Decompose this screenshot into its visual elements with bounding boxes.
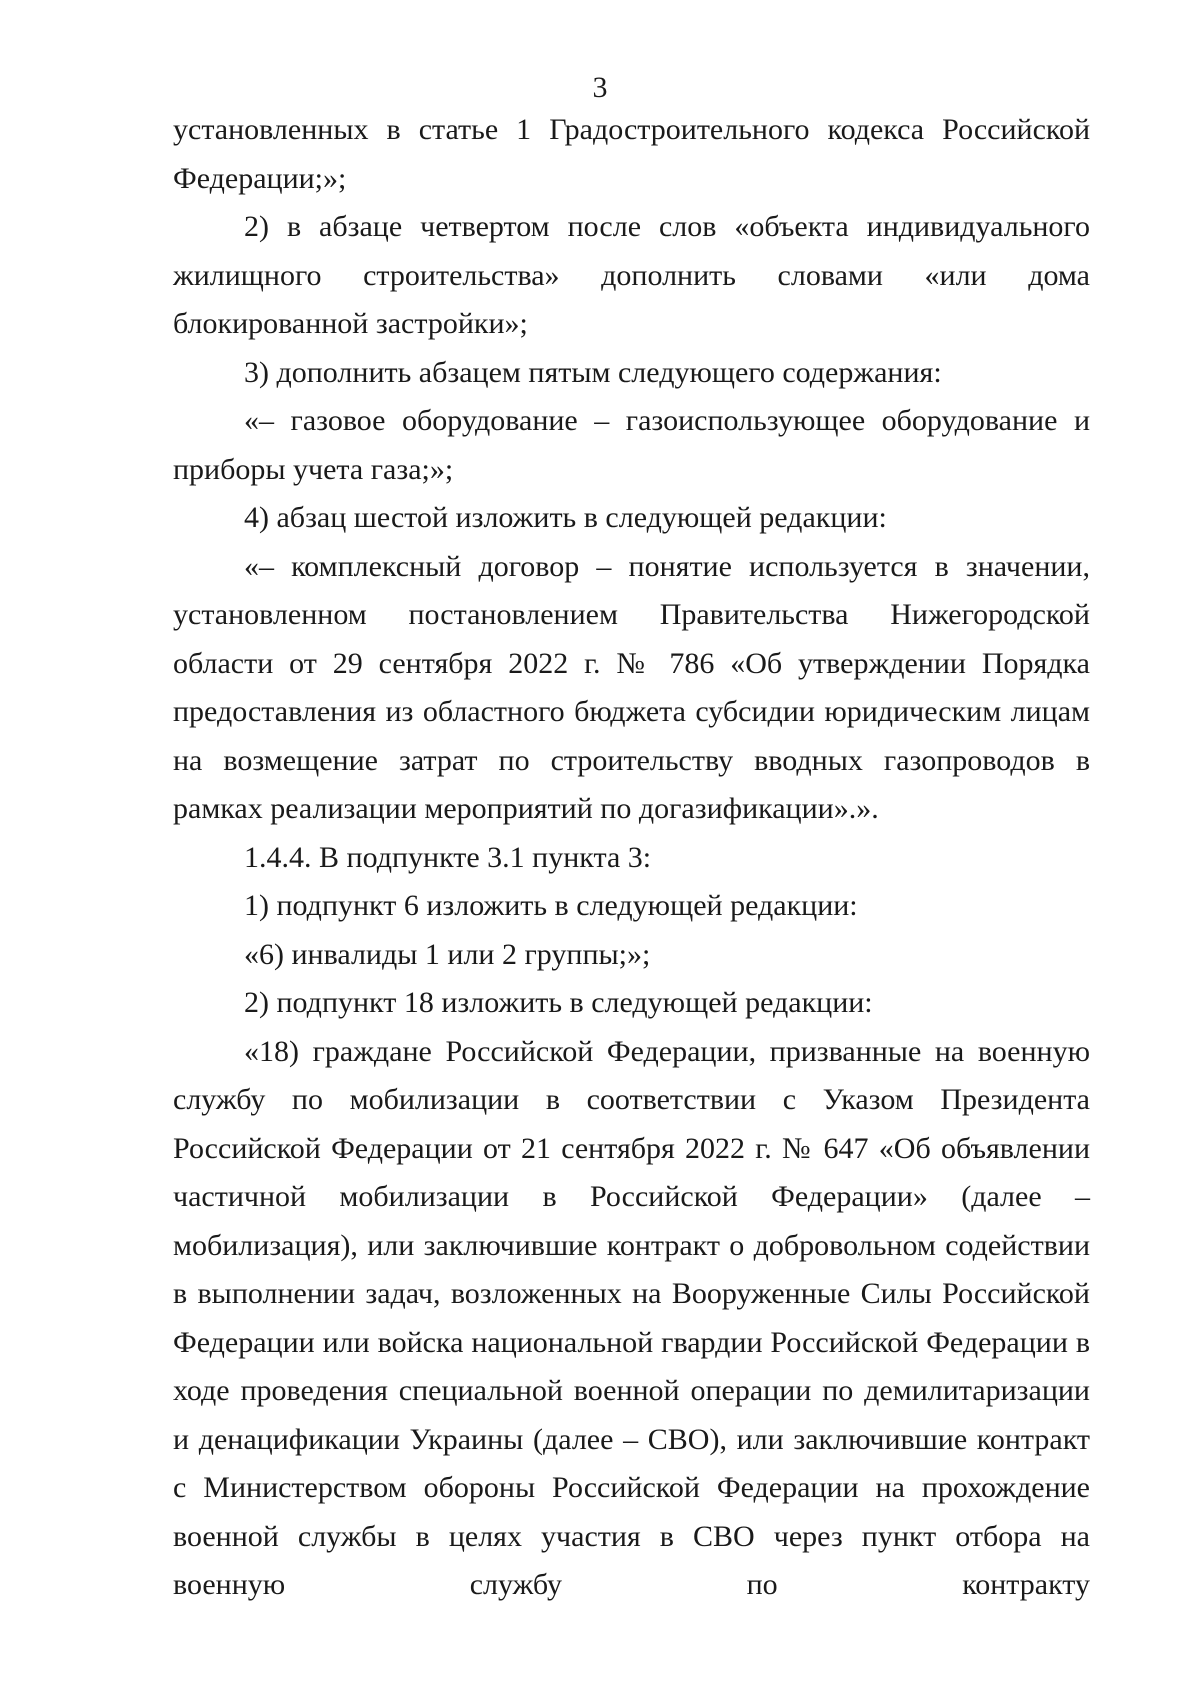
paragraph-quote-complex-contract: «– комплексный договор – понятие используется в значении, установленном постановлением Правительства Нижегородской области от 29 сентября 2022 г. № 786 «Об утверждении Порядка предоставления из областного бюджета субсидии юридическим лицам на возмещение затрат по строительству вводных газопроводов в рамках реализации мероприятий по догазификации».». xyxy=(173,549,1090,825)
page-number: 3 xyxy=(592,71,608,104)
paragraph-subitem-2: 2) подпункт 18 изложить в следующей редакции: xyxy=(244,986,873,1019)
paragraph-subitem-1: 1) подпункт 6 изложить в следующей редакции: xyxy=(244,889,858,922)
paragraph-item-3: 3) дополнить абзацем пятым следующего содержания: xyxy=(244,355,942,389)
paragraph-continuation: установленных в статье 1 Градостроительного кодекса Российской Федерации;»; xyxy=(173,113,1090,195)
paragraph-item-4: 4) абзац шестой изложить в следующей редакции: xyxy=(244,501,887,534)
paragraph-quote-citizens: «18) граждане Российской Федерации, призванные на военную службу по мобилизации в соответствии с Указом Президента Российской Федерации от 21 сентября 2022 г. № 647 «Об объявлении частичной мобилизации в Российской Федерации» (далее – мобилизация), или заключившие контракт о добровольном содействии в выполнении задач, возложенных на Вооруженные Силы Российской Федерации или войска национальной гвардии Российской Федерации в ходе проведения специальной военной операции по демилитаризации и денацификации Украины (далее – СВО), или заключившие контракт с Министерством обороны Российской Федерации на прохождение военной службы в целях участия в СВО через пункт отбора на военную службу по контракту xyxy=(173,1034,1090,1601)
paragraph-quote-disabled: «6) инвалиды 1 или 2 группы;»; xyxy=(244,937,651,971)
paragraph-item-2: 2) в абзаце четвертом после слов «объекта индивидуального жилищного строительства» дополнить словами «или дома блокированной застройки»; xyxy=(173,210,1090,340)
paragraph-quote-gas-equipment: «– газовое оборудование – газоиспользующее оборудование и приборы учета газа;»; xyxy=(173,404,1090,486)
document-body xyxy=(173,106,1090,1610)
paragraph-section-1-4-4: 1.4.4. В подпункте 3.1 пункта 3: xyxy=(244,840,652,874)
